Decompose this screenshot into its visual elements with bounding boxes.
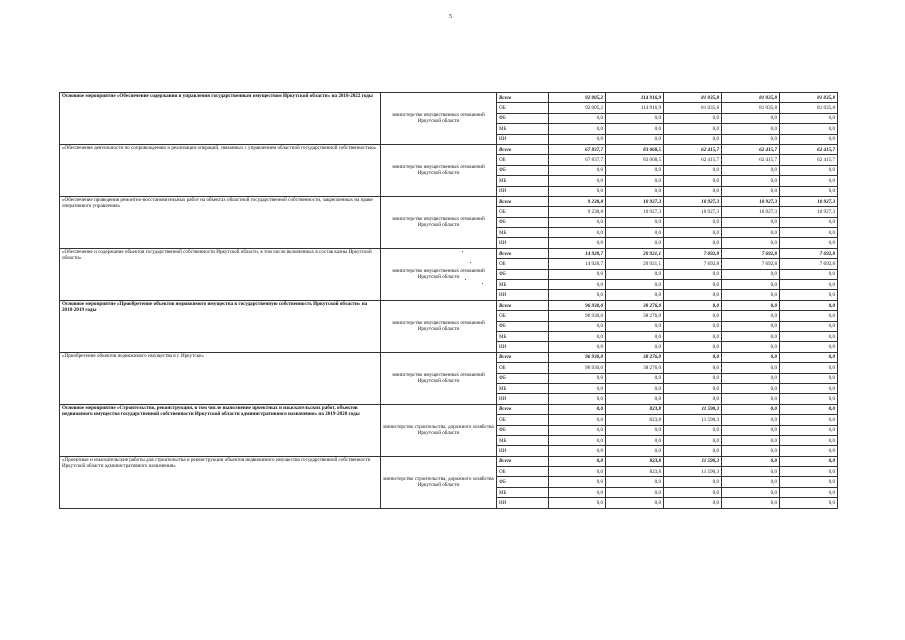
amount-cell: 0,0 — [780, 456, 838, 466]
table-row — [60, 352, 838, 362]
funding-source: ОБ — [497, 311, 549, 321]
amount-cell: 0,0 — [549, 321, 606, 331]
amount-cell: 81 035,8 — [780, 103, 838, 113]
responsible-executor: министерство строительства, дорожного хозяйства Иркутской области — [381, 404, 497, 456]
amount-cell: 14 928,7 — [549, 248, 606, 258]
amount-cell: 7 692,8 — [722, 248, 780, 258]
funding-source: ИИ — [497, 498, 549, 508]
amount-cell: 0,0 — [549, 446, 606, 456]
amount-cell: 0,0 — [606, 331, 664, 341]
scan-speck — [465, 279, 466, 280]
amount-cell: 0,0 — [722, 290, 780, 300]
amount-cell: 0,0 — [722, 186, 780, 196]
amount-cell: 0,0 — [780, 477, 838, 487]
amount-cell: 7 692,8 — [664, 259, 722, 269]
amount-cell: 0,0 — [780, 394, 838, 404]
amount-cell: 0,0 — [664, 342, 722, 352]
amount-cell: 0,0 — [722, 269, 780, 279]
amount-cell: 0,0 — [549, 280, 606, 290]
funding-source: Всего — [497, 456, 549, 466]
amount-cell: 0,0 — [664, 363, 722, 373]
table-row — [60, 196, 838, 206]
amount-cell: 0,0 — [549, 134, 606, 144]
amount-cell: 0,0 — [722, 487, 780, 497]
amount-cell: 0,0 — [606, 228, 664, 238]
amount-cell: 0,0 — [780, 217, 838, 227]
amount-cell: 0,0 — [606, 373, 664, 383]
amount-cell: 7 692,8 — [722, 259, 780, 269]
amount-cell: 0,0 — [722, 467, 780, 477]
amount-cell: 0,0 — [549, 373, 606, 383]
amount-cell: 11 590,3 — [664, 404, 722, 414]
amount-cell: 10 927,3 — [780, 207, 838, 217]
funding-source: МБ — [497, 176, 549, 186]
amount-cell: 0,0 — [780, 186, 838, 196]
amount-cell: 0,0 — [722, 311, 780, 321]
amount-cell: 0,0 — [722, 342, 780, 352]
funding-source: Всего — [497, 93, 549, 103]
amount-cell: 0,0 — [664, 435, 722, 445]
funding-source: МБ — [497, 487, 549, 497]
funding-source: ИИ — [497, 186, 549, 196]
amount-cell: 0,0 — [606, 394, 664, 404]
amount-cell: 62 415,7 — [722, 144, 780, 154]
responsible-executor: министерство имущественных отношений Иркутской области — [381, 196, 497, 248]
amount-cell: 0,0 — [664, 165, 722, 175]
amount-cell: 0,0 — [664, 331, 722, 341]
amount-cell: 0,0 — [606, 134, 664, 144]
amount-cell: 7 692,8 — [780, 248, 838, 258]
amount-cell: 0,0 — [664, 498, 722, 508]
page-number: 5 — [449, 14, 452, 20]
amount-cell: 38 276,0 — [606, 300, 664, 310]
amount-cell: 0,0 — [722, 238, 780, 248]
amount-cell: 81 035,8 — [722, 103, 780, 113]
funding-source: МБ — [497, 383, 549, 393]
amount-cell: 0,0 — [722, 383, 780, 393]
amount-cell: 0,0 — [722, 217, 780, 227]
amount-cell: 10 927,3 — [606, 207, 664, 217]
amount-cell: 0,0 — [606, 477, 664, 487]
amount-cell: 0,0 — [549, 165, 606, 175]
amount-cell: 0,0 — [722, 404, 780, 414]
funding-source: МБ — [497, 331, 549, 341]
amount-cell: 0,0 — [606, 342, 664, 352]
funding-source: МБ — [497, 124, 549, 134]
amount-cell: 62 415,7 — [780, 155, 838, 165]
amount-cell: 0,0 — [549, 498, 606, 508]
funding-source: ФБ — [497, 477, 549, 487]
amount-cell: 823,8 — [606, 467, 664, 477]
funding-source: Всего — [497, 404, 549, 414]
amount-cell: 0,0 — [606, 217, 664, 227]
amount-cell: 10 927,3 — [664, 196, 722, 206]
amount-cell: 0,0 — [549, 383, 606, 393]
amount-cell: 0,0 — [606, 290, 664, 300]
amount-cell: 0,0 — [549, 176, 606, 186]
amount-cell: 0,0 — [722, 300, 780, 310]
funding-source: ФБ — [497, 217, 549, 227]
amount-cell: 0,0 — [722, 425, 780, 435]
section-name: «Обеспечение проведения ремонтно-восстановительных работ на объектах областной государственной собственности, закрепленных на праве оперативного управления» — [60, 196, 381, 248]
amount-cell: 38 276,0 — [606, 363, 664, 373]
amount-cell: 0,0 — [549, 217, 606, 227]
responsible-executor: министерство имущественных отношений Иркутской области — [381, 93, 497, 145]
amount-cell: 0,0 — [664, 134, 722, 144]
amount-cell: 0,0 — [664, 124, 722, 134]
amount-cell: 0,0 — [722, 435, 780, 445]
amount-cell: 0,0 — [664, 113, 722, 123]
amount-cell: 0,0 — [606, 176, 664, 186]
amount-cell: 0,0 — [722, 134, 780, 144]
amount-cell: 0,0 — [606, 280, 664, 290]
amount-cell: 0,0 — [722, 477, 780, 487]
amount-cell: 0,0 — [722, 363, 780, 373]
section-name: Основное мероприятие «Приобретение объектов недвижимого имущества в государственную собственность Иркутской области» на 2018-2019 годы — [60, 300, 381, 352]
amount-cell: 0,0 — [549, 467, 606, 477]
amount-cell: 92 005,2 — [549, 103, 606, 113]
amount-cell: 0,0 — [606, 383, 664, 393]
amount-cell: 0,0 — [780, 404, 838, 414]
amount-cell: 0,0 — [606, 124, 664, 134]
amount-cell: 0,0 — [664, 477, 722, 487]
amount-cell: 0,0 — [549, 487, 606, 497]
amount-cell: 0,0 — [780, 290, 838, 300]
amount-cell: 823,8 — [606, 404, 664, 414]
amount-cell: 0,0 — [549, 456, 606, 466]
amount-cell: 96 930,0 — [549, 363, 606, 373]
amount-cell: 0,0 — [722, 415, 780, 425]
amount-cell: 0,0 — [780, 487, 838, 497]
amount-cell: 0,0 — [549, 113, 606, 123]
amount-cell: 0,0 — [664, 217, 722, 227]
amount-cell: 0,0 — [606, 113, 664, 123]
amount-cell: 0,0 — [780, 425, 838, 435]
funding-source: ИИ — [497, 446, 549, 456]
amount-cell: 9 238,8 — [549, 207, 606, 217]
amount-cell: 0,0 — [549, 477, 606, 487]
amount-cell: 0,0 — [549, 228, 606, 238]
amount-cell: 0,0 — [664, 300, 722, 310]
table-row — [60, 93, 838, 103]
amount-cell: 0,0 — [722, 331, 780, 341]
amount-cell: 96 930,0 — [549, 352, 606, 362]
funding-source: ИИ — [497, 290, 549, 300]
amount-cell: 0,0 — [549, 425, 606, 435]
amount-cell: 0,0 — [549, 238, 606, 248]
amount-cell: 0,0 — [606, 446, 664, 456]
amount-cell: 0,0 — [780, 321, 838, 331]
amount-cell: 0,0 — [664, 280, 722, 290]
section-name: «Обеспечение деятельности по сопровождению и реализации операций, связанных с управлением областной государственной собственностью» — [60, 144, 381, 196]
section-name: «Обеспечение и содержание объектов государственной собственности Иркутской области, в том числе включенных в состав казны Иркутской области» — [60, 248, 381, 300]
amount-cell: 0,0 — [780, 113, 838, 123]
amount-cell: 10 927,3 — [664, 207, 722, 217]
amount-cell: 0,0 — [606, 498, 664, 508]
amount-cell: 0,0 — [722, 321, 780, 331]
amount-cell: 0,0 — [780, 300, 838, 310]
amount-cell: 0,0 — [780, 435, 838, 445]
amount-cell: 0,0 — [780, 331, 838, 341]
funding-source: Всего — [497, 352, 549, 362]
table-row — [60, 456, 838, 466]
responsible-executor: министерство имущественных отношений Иркутской области — [381, 144, 497, 196]
amount-cell: 0,0 — [780, 342, 838, 352]
amount-cell: 0,0 — [722, 394, 780, 404]
amount-cell: 0,0 — [549, 290, 606, 300]
section-name: Основное мероприятие «Строительство, реконструкция, в том числе выполнение проектных и изыскательских работ, объектов недвижимого имущества государственной собственности Иркутской области административного назначения» на 2019-2020 годы — [60, 404, 381, 456]
amount-cell: 0,0 — [780, 176, 838, 186]
amount-cell: 0,0 — [664, 394, 722, 404]
amount-cell: 0,0 — [722, 228, 780, 238]
amount-cell: 0,0 — [780, 352, 838, 362]
amount-cell: 0,0 — [722, 113, 780, 123]
funding-source: Всего — [497, 144, 549, 154]
amount-cell: 0,0 — [780, 134, 838, 144]
amount-cell: 11 590,3 — [664, 467, 722, 477]
amount-cell: 0,0 — [664, 321, 722, 331]
amount-cell: 20 921,1 — [606, 248, 664, 258]
funding-source: ФБ — [497, 269, 549, 279]
amount-cell: 0,0 — [606, 238, 664, 248]
responsible-executor: министерство имущественных отношений Иркутской области — [381, 352, 497, 404]
amount-cell: 0,0 — [664, 269, 722, 279]
amount-cell: 0,0 — [549, 415, 606, 425]
amount-cell: 0,0 — [664, 186, 722, 196]
amount-cell: 0,0 — [664, 425, 722, 435]
amount-cell: 0,0 — [606, 425, 664, 435]
amount-cell: 0,0 — [549, 269, 606, 279]
amount-cell: 823,8 — [606, 456, 664, 466]
amount-cell: 0,0 — [722, 373, 780, 383]
amount-cell: 0,0 — [780, 228, 838, 238]
funding-source: ФБ — [497, 165, 549, 175]
amount-cell: 10 927,3 — [780, 196, 838, 206]
funding-source: Всего — [497, 248, 549, 258]
table-row — [60, 300, 838, 310]
amount-cell: 11 590,3 — [664, 415, 722, 425]
amount-cell: 0,0 — [722, 456, 780, 466]
table-row — [60, 404, 838, 414]
amount-cell: 114 916,9 — [606, 103, 664, 113]
amount-cell: 114 916,9 — [606, 93, 664, 103]
funding-source: ИИ — [497, 342, 549, 352]
amount-cell: 0,0 — [664, 487, 722, 497]
amount-cell: 0,0 — [549, 331, 606, 341]
funding-source: Всего — [497, 300, 549, 310]
amount-cell: 0,0 — [606, 165, 664, 175]
funding-source: ФБ — [497, 373, 549, 383]
amount-cell: 0,0 — [549, 124, 606, 134]
amount-cell: 81 035,8 — [722, 93, 780, 103]
amount-cell: 11 590,3 — [664, 456, 722, 466]
amount-cell: 0,0 — [780, 498, 838, 508]
funding-source: ФБ — [497, 425, 549, 435]
funding-source: ИИ — [497, 238, 549, 248]
amount-cell: 0,0 — [780, 415, 838, 425]
scan-speck — [482, 283, 483, 284]
amount-cell: 0,0 — [664, 290, 722, 300]
amount-cell: 20 921,1 — [606, 259, 664, 269]
amount-cell: 0,0 — [606, 186, 664, 196]
amount-cell: 96 930,0 — [549, 300, 606, 310]
table-row — [60, 248, 838, 258]
amount-cell: 0,0 — [664, 228, 722, 238]
amount-cell: 62 415,7 — [722, 155, 780, 165]
amount-cell: 0,0 — [780, 446, 838, 456]
amount-cell: 0,0 — [664, 446, 722, 456]
amount-cell: 0,0 — [722, 176, 780, 186]
amount-cell: 7 692,8 — [664, 248, 722, 258]
amount-cell: 0,0 — [722, 498, 780, 508]
amount-cell: 9 238,8 — [549, 196, 606, 206]
amount-cell: 0,0 — [780, 467, 838, 477]
funding-source: МБ — [497, 280, 549, 290]
funding-source: Всего — [497, 196, 549, 206]
scan-speck — [470, 262, 471, 263]
budget-body — [60, 93, 838, 509]
amount-cell: 0,0 — [664, 238, 722, 248]
amount-cell: 67 837,7 — [549, 155, 606, 165]
scan-speck — [462, 251, 463, 252]
table-row — [60, 144, 838, 154]
amount-cell: 0,0 — [664, 383, 722, 393]
funding-source: ОБ — [497, 363, 549, 373]
amount-cell: 92 005,2 — [549, 93, 606, 103]
funding-source: ОБ — [497, 155, 549, 165]
amount-cell: 0,0 — [780, 165, 838, 175]
amount-cell: 81 035,8 — [664, 93, 722, 103]
amount-cell: 0,0 — [780, 363, 838, 373]
amount-cell: 7 692,8 — [780, 259, 838, 269]
amount-cell: 62 415,7 — [664, 144, 722, 154]
funding-source: ОБ — [497, 103, 549, 113]
amount-cell: 81 035,8 — [664, 103, 722, 113]
amount-cell: 0,0 — [606, 321, 664, 331]
amount-cell: 0,0 — [549, 394, 606, 404]
amount-cell: 0,0 — [606, 487, 664, 497]
amount-cell: 823,8 — [606, 415, 664, 425]
amount-cell: 0,0 — [780, 373, 838, 383]
amount-cell: 62 415,7 — [780, 144, 838, 154]
amount-cell: 0,0 — [780, 238, 838, 248]
amount-cell: 10 927,3 — [722, 207, 780, 217]
amount-cell: 0,0 — [780, 269, 838, 279]
amount-cell: 0,0 — [664, 311, 722, 321]
amount-cell: 38 276,0 — [606, 311, 664, 321]
amount-cell: 62 415,7 — [664, 155, 722, 165]
section-name: «Проектные и изыскательские работы для строительства и реконструкции объектов недвижимого имущества государственной собственности Иркутской области административного назначения» — [60, 456, 381, 508]
amount-cell: 0,0 — [780, 124, 838, 134]
amount-cell: 0,0 — [722, 446, 780, 456]
amount-cell: 14 928,7 — [549, 259, 606, 269]
amount-cell: 0,0 — [606, 435, 664, 445]
amount-cell: 83 068,5 — [606, 155, 664, 165]
amount-cell: 0,0 — [722, 124, 780, 134]
amount-cell: 10 927,3 — [722, 196, 780, 206]
amount-cell: 81 035,8 — [780, 93, 838, 103]
funding-source: МБ — [497, 228, 549, 238]
amount-cell: 0,0 — [549, 342, 606, 352]
funding-source: ИИ — [497, 394, 549, 404]
amount-cell: 0,0 — [664, 373, 722, 383]
amount-cell: 38 276,0 — [606, 352, 664, 362]
amount-cell: 0,0 — [780, 280, 838, 290]
amount-cell: 10 927,3 — [606, 196, 664, 206]
funding-source: ФБ — [497, 321, 549, 331]
amount-cell: 0,0 — [664, 352, 722, 362]
funding-source: МБ — [497, 435, 549, 445]
funding-source: ИИ — [497, 134, 549, 144]
funding-source: ФБ — [497, 113, 549, 123]
amount-cell: 67 837,7 — [549, 144, 606, 154]
amount-cell: 0,0 — [606, 269, 664, 279]
amount-cell: 0,0 — [780, 311, 838, 321]
amount-cell: 0,0 — [664, 176, 722, 186]
amount-cell: 0,0 — [549, 404, 606, 414]
budget-table — [59, 92, 838, 509]
amount-cell: 96 930,0 — [549, 311, 606, 321]
responsible-executor: министерство имущественных отношений Иркутской области — [381, 300, 497, 352]
responsible-executor: министерство имущественных отношений Иркутской области — [381, 248, 497, 300]
funding-source: ОБ — [497, 207, 549, 217]
amount-cell: 0,0 — [722, 352, 780, 362]
responsible-executor: министерство строительства, дорожного хозяйства Иркутской области — [381, 456, 497, 508]
amount-cell: 0,0 — [780, 383, 838, 393]
amount-cell: 0,0 — [549, 435, 606, 445]
amount-cell: 83 068,5 — [606, 144, 664, 154]
section-name: Основное мероприятие «Обеспечение содержания и управления государственным имуществом Иркутской области» на 2018-2022 годы — [60, 93, 381, 145]
amount-cell: 0,0 — [549, 186, 606, 196]
funding-source: ОБ — [497, 259, 549, 269]
amount-cell: 0,0 — [722, 165, 780, 175]
funding-source: ОБ — [497, 467, 549, 477]
section-name: «Приобретение объектов недвижимого имущества в г. Иркутске» — [60, 352, 381, 404]
amount-cell: 0,0 — [722, 280, 780, 290]
funding-source: ОБ — [497, 415, 549, 425]
